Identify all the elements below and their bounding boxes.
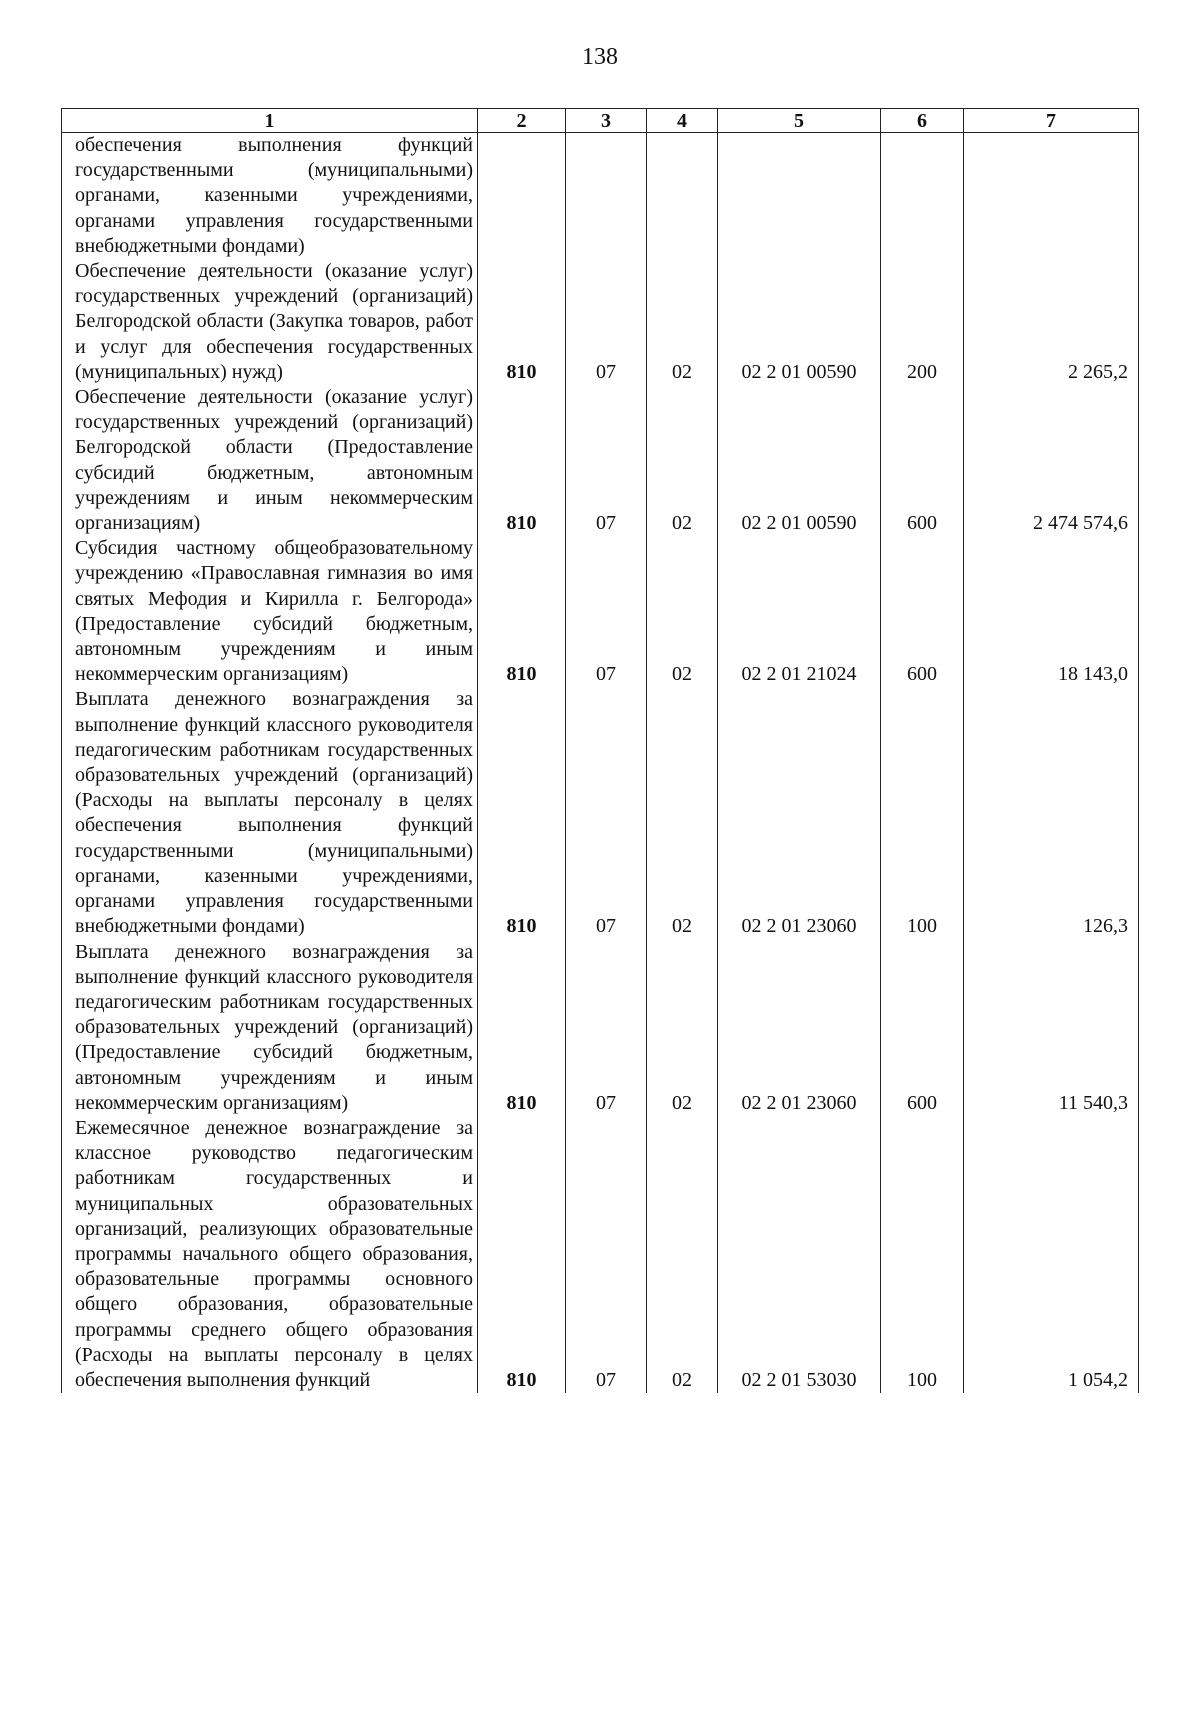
table-row xyxy=(62,133,1139,260)
table-row xyxy=(62,940,1139,1116)
target-article-code: 02 2 01 21024 xyxy=(718,536,881,687)
column-header: 7 xyxy=(964,109,1139,133)
subsection-code: 02 xyxy=(647,385,718,536)
table-row xyxy=(62,687,1139,939)
amount: 11 540,3 xyxy=(964,940,1139,1116)
header-row xyxy=(62,109,1139,133)
target-article-code: 02 2 01 53030 xyxy=(718,1116,881,1393)
row-description: Обеспечение деятельности (оказание услуг) государственных учреждений (организаций) Белгородской области (Закупка товаров, работ и услуг для обеспечения государственных (муниципальных) нужд) xyxy=(62,259,478,385)
expense-type-code: 100 xyxy=(881,1116,964,1393)
column-header: 2 xyxy=(478,109,566,133)
section-code: 07 xyxy=(566,259,647,385)
row-description: Субсидия частному общеобразовательному учреждению «Православная гимназия во имя святых Мефодия и Кирилла г. Белгорода» (Предоставление субсидий бюджетным, автономным учреждениям и иным некоммерческим организациям) xyxy=(62,536,478,687)
target-article-code: 02 2 01 23060 xyxy=(718,687,881,939)
ministry-code: 810 xyxy=(478,259,566,385)
row-description: Выплата денежного вознаграждения за выполнение функций классного руководителя педагогическим работникам государственных образовательных учреждений (организаций) (Предоставление субсидий бюджетным, автономным учреждениям и иным некоммерческим организациям) xyxy=(62,940,478,1116)
expense-type-code: 100 xyxy=(881,687,964,939)
target-article-code: 02 2 01 23060 xyxy=(718,940,881,1116)
subsection-code: 02 xyxy=(647,940,718,1116)
subsection-code: 02 xyxy=(647,1116,718,1393)
expense-type-code: 600 xyxy=(881,940,964,1116)
ministry-code: 810 xyxy=(478,536,566,687)
amount xyxy=(964,133,1139,260)
table-row xyxy=(62,259,1139,385)
section-code xyxy=(566,133,647,260)
amount: 2 265,2 xyxy=(964,259,1139,385)
ministry-code: 810 xyxy=(478,1116,566,1393)
column-header: 1 xyxy=(62,109,478,133)
amount: 126,3 xyxy=(964,687,1139,939)
ministry-code xyxy=(478,133,566,260)
target-article-code: 02 2 01 00590 xyxy=(718,385,881,536)
amount: 1 054,2 xyxy=(964,1116,1139,1393)
section-code: 07 xyxy=(566,940,647,1116)
table-row xyxy=(62,536,1139,687)
amount: 2 474 574,6 xyxy=(964,385,1139,536)
table-row xyxy=(62,385,1139,536)
section-code: 07 xyxy=(566,687,647,939)
expense-type-code: 600 xyxy=(881,385,964,536)
row-description: Обеспечение деятельности (оказание услуг) государственных учреждений (организаций) Белгородской области (Предоставление субсидий бюджетным, автономным учреждениям и иным некоммерческим организациям) xyxy=(62,385,478,536)
ministry-code: 810 xyxy=(478,385,566,536)
subsection-code: 02 xyxy=(647,687,718,939)
column-header: 5 xyxy=(718,109,881,133)
row-description: обеспечения выполнения функций государственными (муниципальными) органами, казенными учреждениями, органами управления государственными внебюджетными фондами) xyxy=(62,133,478,260)
row-description: Выплата денежного вознаграждения за выполнение функций классного руководителя педагогическим работникам государственных образовательных учреждений (организаций) (Расходы на выплаты персоналу в целях обеспечения выполнения функций государственными (муниципальными) органами, казенными учреждениями, органами управления государственными внебюджетными фондами) xyxy=(62,687,478,939)
target-article-code xyxy=(718,133,881,260)
column-header: 4 xyxy=(647,109,718,133)
column-header: 6 xyxy=(881,109,964,133)
ministry-code: 810 xyxy=(478,687,566,939)
expense-type-code xyxy=(881,133,964,260)
amount: 18 143,0 xyxy=(964,536,1139,687)
table-row xyxy=(62,1116,1139,1393)
section-code: 07 xyxy=(566,385,647,536)
section-code: 07 xyxy=(566,1116,647,1393)
expense-type-code: 200 xyxy=(881,259,964,385)
subsection-code xyxy=(647,133,718,260)
ministry-code: 810 xyxy=(478,940,566,1116)
section-code: 07 xyxy=(566,536,647,687)
page-number: 138 xyxy=(582,44,618,70)
subsection-code: 02 xyxy=(647,536,718,687)
expense-type-code: 600 xyxy=(881,536,964,687)
target-article-code: 02 2 01 00590 xyxy=(718,259,881,385)
column-header: 3 xyxy=(566,109,647,133)
row-description: Ежемесячное денежное вознаграждение за классное руководство педагогическим работникам государственных и муниципальных образовательных организаций, реализующих образовательные программы начального общего образования, образовательные программы основного общего образования, образовательные программы среднего общего образования (Расходы на выплаты персоналу в целях обеспечения выполнения функций xyxy=(62,1116,478,1393)
subsection-code: 02 xyxy=(647,259,718,385)
budget-table xyxy=(61,108,1139,1393)
